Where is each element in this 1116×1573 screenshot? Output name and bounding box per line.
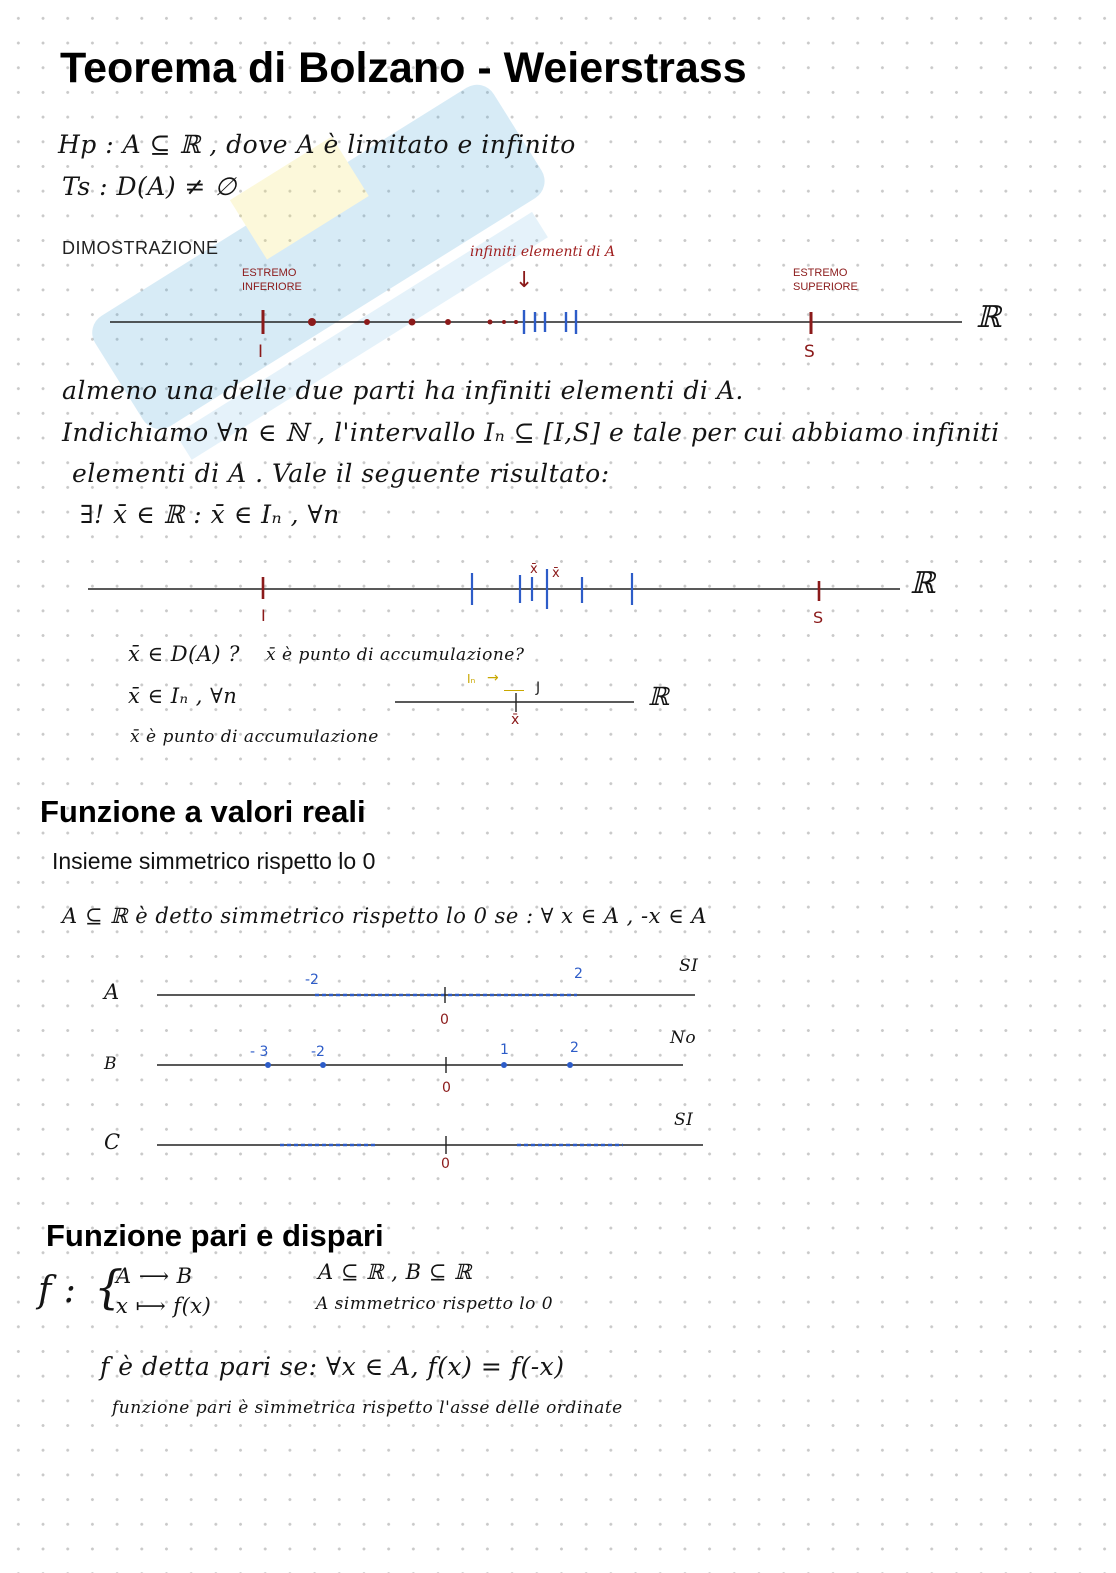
set-label-a: A — [104, 980, 120, 1004]
verdict-c: SI — [674, 1110, 694, 1130]
tick-label-b-neg2: -2 — [311, 1044, 325, 1060]
mini-xbar-label: x̄ — [511, 712, 520, 728]
hypothesis: Hp : A ⊆ ℝ , dove A è limitato e infinito — [58, 130, 576, 159]
set-label-c: C — [104, 1130, 121, 1154]
accumulation-question: x̄ ∈ D(A) ? — [128, 642, 241, 666]
section-heading-even-odd: Funzione pari e dispari — [46, 1218, 384, 1253]
set-label-b: B — [104, 1054, 117, 1074]
tick-label-a-2: 2 — [574, 966, 583, 982]
tick-label-b-2: 2 — [570, 1040, 579, 1056]
mini-in-label: Iₙ — [467, 672, 476, 686]
verdict-a: SI — [679, 956, 699, 976]
proof-line-4: ∃! x̄ ∈ ℝ : x̄ ∈ Iₙ , ∀n — [80, 500, 340, 529]
proof-line-2: Indichiamo ∀n ∈ ℕ , l'intervallo Iₙ ⊆ [I,S] e tale per cui abbiamo infiniti — [62, 418, 1000, 447]
mark-s-2: S — [813, 608, 824, 627]
zero-label-a: 0 — [440, 1012, 449, 1028]
even-definition: f è detta pari se: ∀x ∈ A, f(x) = f(-x) — [100, 1352, 565, 1381]
tick-label-b-neg3: - 3 — [250, 1044, 269, 1060]
proof-line-1: almeno una delle due parti ha infiniti elementi di A. — [62, 376, 744, 405]
tick-label-a-neg2: -2 — [305, 972, 319, 988]
mini-axis-label: ℝ — [648, 682, 670, 711]
section-subheading-symmetric: Insieme simmetrico rispetto lo 0 — [52, 848, 376, 874]
symmetric-note: A simmetrico rispetto lo 0 — [316, 1294, 554, 1314]
thesis: Ts : D(A) ≠ ∅ — [62, 172, 237, 201]
map-line-2: x ⟼ f(x) — [116, 1294, 212, 1318]
mark-s: S — [804, 342, 815, 362]
mark-i-2: I — [261, 606, 266, 625]
zero-label-c: 0 — [441, 1156, 450, 1172]
number-line-a — [155, 985, 700, 1005]
proof-heading: DIMOSTRAZIONE — [62, 238, 219, 258]
infinite-elements-note: infiniti elementi di A — [470, 244, 616, 260]
accumulation-question-note: x̄ è punto di accumulazione? — [266, 645, 525, 665]
axis-label-r: ℝ — [976, 300, 1002, 335]
down-arrow-icon: ↓ — [515, 268, 534, 293]
page-title: Teorema di Bolzano - Weierstrass — [60, 44, 747, 92]
proof-line-3: elementi di A . Vale il seguente risultato: — [72, 459, 610, 488]
section-heading-real-functions: Funzione a valori reali — [40, 794, 366, 829]
symmetric-definition: A ⊆ ℝ è detto simmetrico rispetto lo 0 se : ∀ x ∈ A , -x ∈ A — [62, 904, 708, 928]
mini-arrow-icon: → — [487, 670, 499, 686]
number-line-2 — [80, 565, 910, 615]
function-symbol: f : — [38, 1270, 77, 1311]
infimum-label: ESTREMO INFERIORE — [242, 267, 302, 293]
zero-label-b: 0 — [442, 1080, 451, 1096]
axis-label-r-2: ℝ — [910, 566, 936, 601]
domain-note: A ⊆ ℝ , B ⊆ ℝ — [318, 1260, 472, 1284]
number-line-b — [155, 1055, 690, 1075]
tick-label-b-1: 1 — [500, 1042, 509, 1058]
verdict-b: No — [670, 1028, 697, 1048]
xbar-label-1: x̄ — [530, 562, 538, 577]
supremum-label: ESTREMO SUPERIORE — [793, 267, 858, 293]
xbar-label-2: x̄ — [552, 566, 560, 581]
brace-icon: { — [94, 1260, 124, 1314]
accumulation-line-2: x̄ ∈ Iₙ , ∀n — [128, 684, 238, 708]
number-line-c — [155, 1135, 707, 1155]
mini-j-label: J — [536, 680, 541, 696]
mark-i: I — [258, 342, 264, 362]
accumulation-line-3: x̄ è punto di accumulazione — [130, 727, 379, 747]
map-line-1: A ⟶ B — [116, 1264, 193, 1288]
even-note: funzione pari è simmetrica rispetto l'asse delle ordinate — [112, 1398, 623, 1418]
number-line-1 — [100, 300, 980, 350]
